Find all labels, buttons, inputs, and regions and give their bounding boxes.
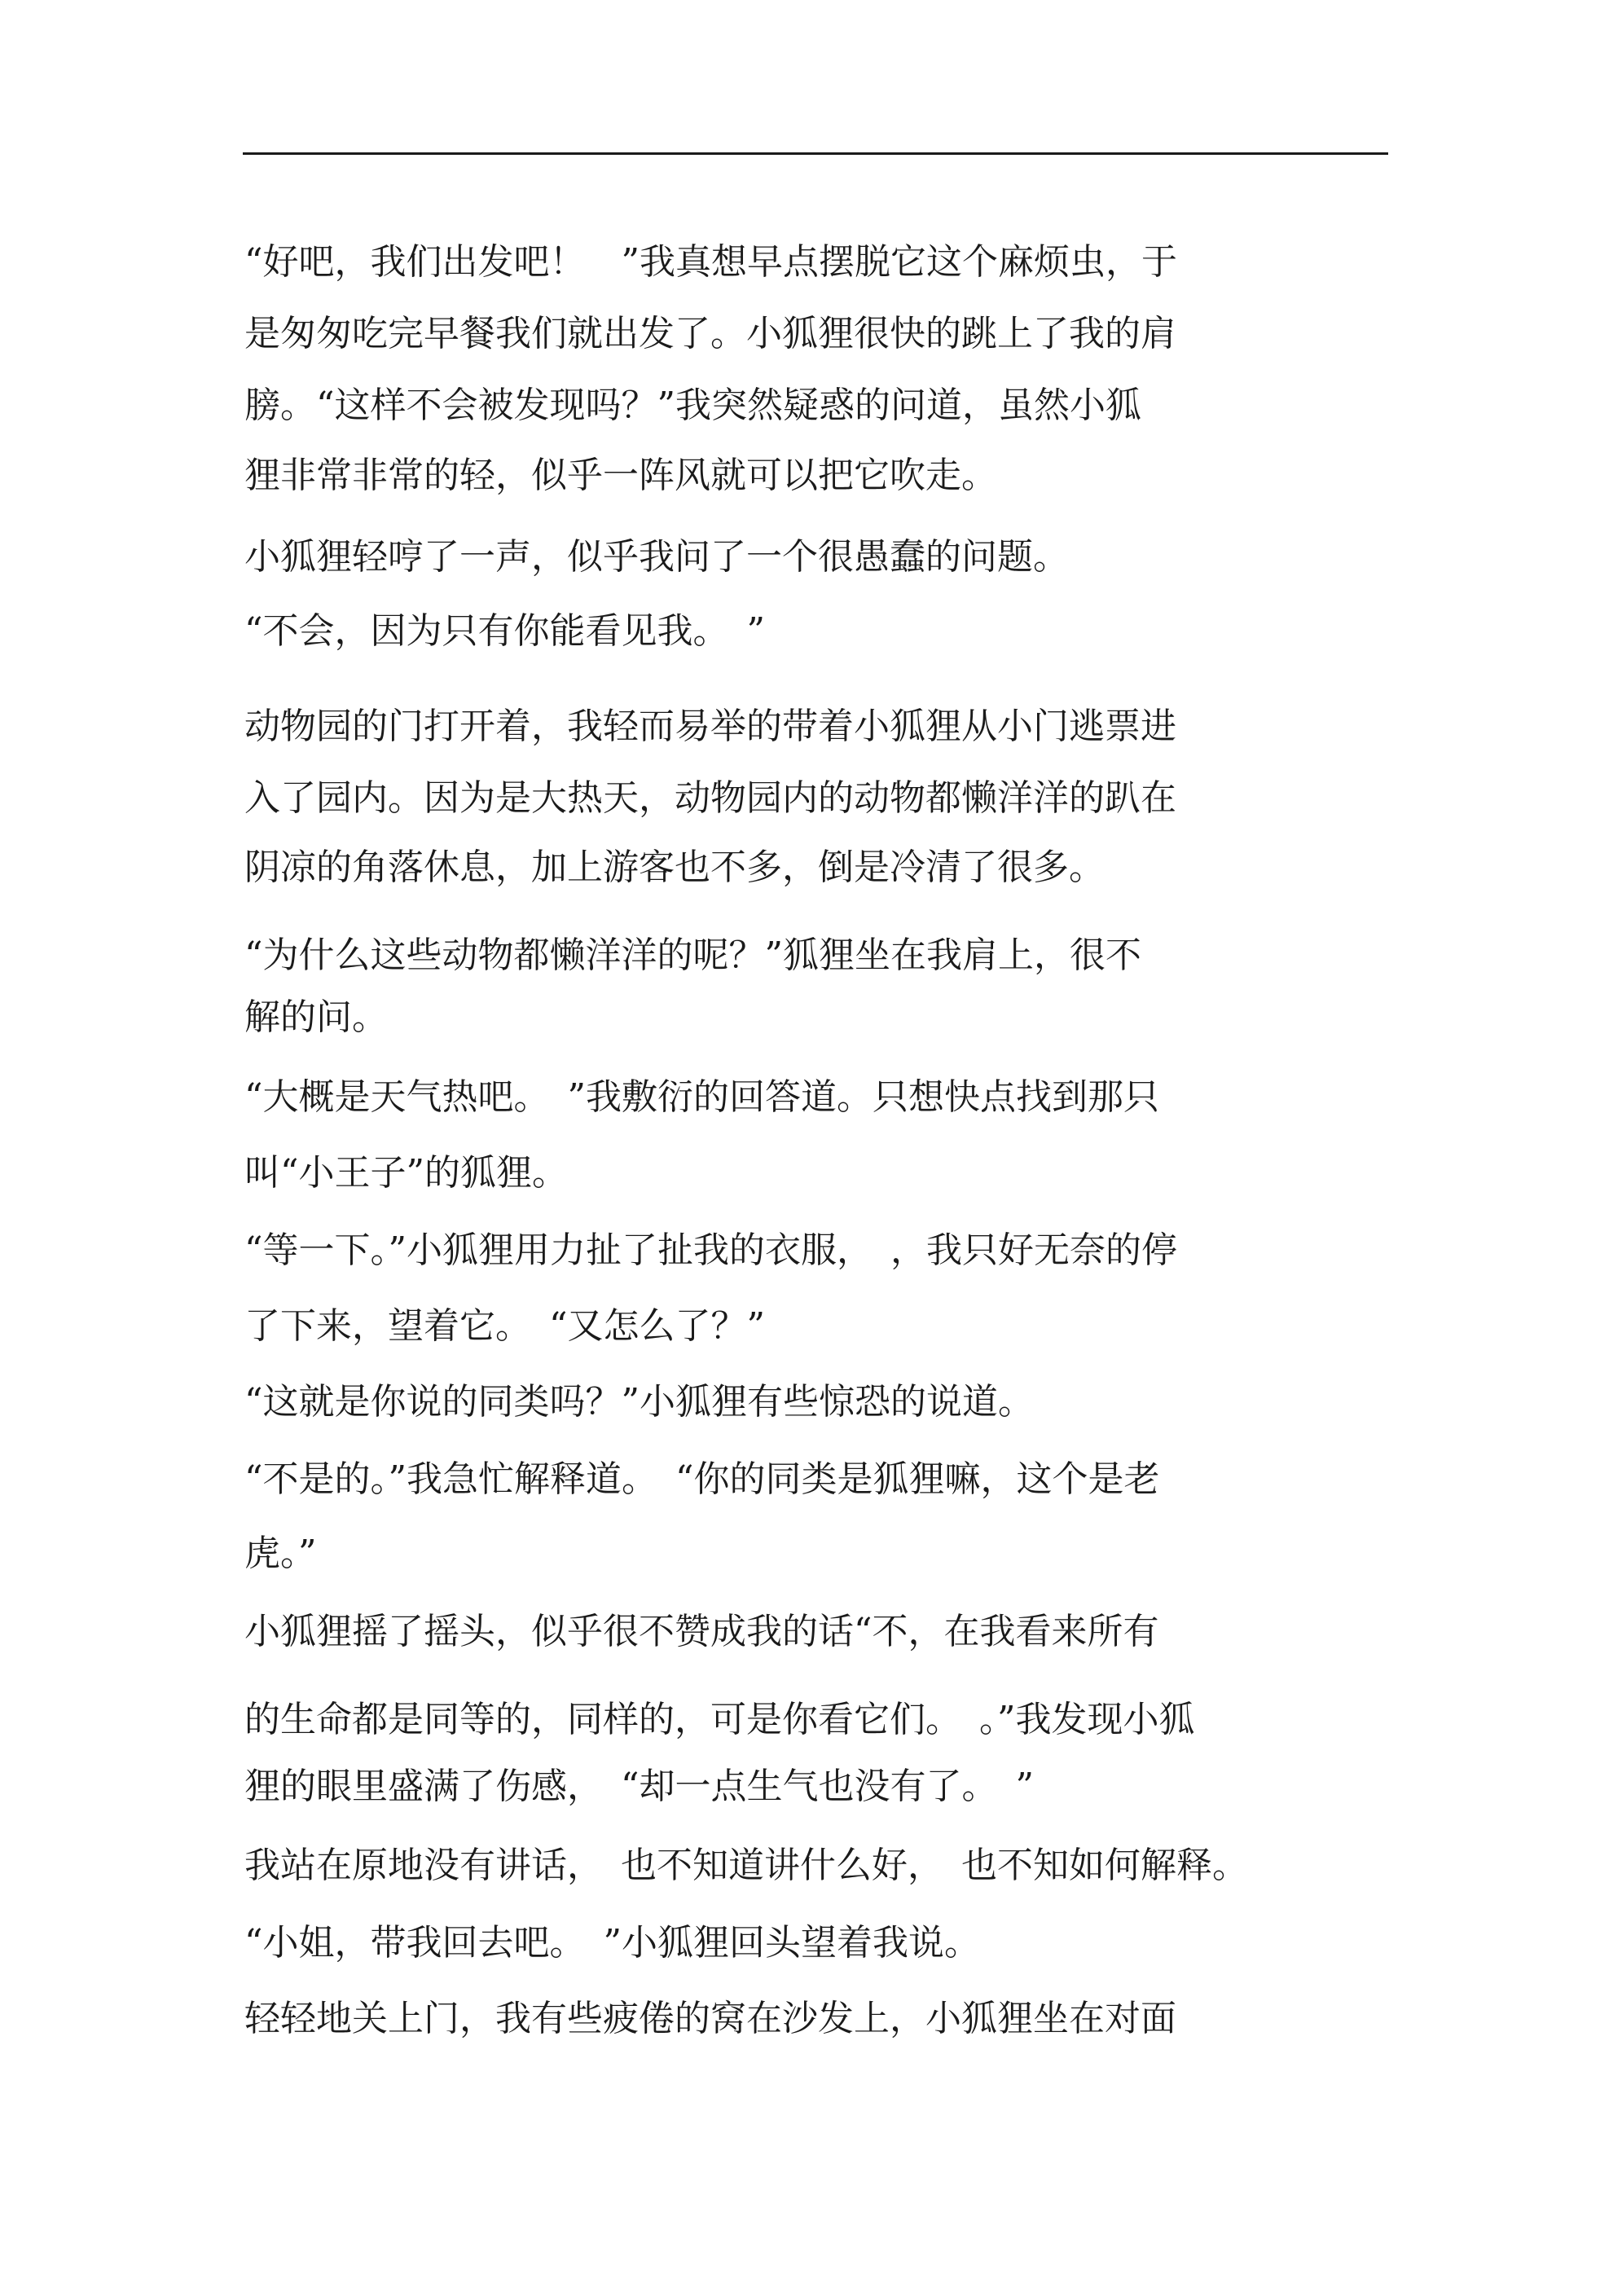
text-line: “不会，因为只有你能看见我。 ”: [244, 610, 765, 652]
text-line: 狸非常非常的轻，似乎一阵风就可以把它吹走。: [244, 455, 997, 496]
header-rule: [243, 152, 1388, 155]
text-line: 轻轻地关上门，我有些疲倦的窝在沙发上，小狐狸坐在对面: [244, 1998, 1176, 2039]
text-line: “不是的。”我急忙解释道。 “你的同类是狐狸嘛，这个是老: [244, 1458, 1160, 1500]
text-line: “好吧，我们出发吧！ ”我真想早点摆脱它这个麻烦虫，于: [244, 241, 1177, 283]
text-line: 解的问。: [244, 996, 388, 1038]
text-line: 膀。“这样不会被发现吗？”我突然疑惑的问道，虽然小狐: [244, 385, 1141, 426]
text-line: 小狐狸摇了摇头，似乎很不赞成我的话“不，在我看来所有: [244, 1611, 1159, 1652]
text-line: 小狐狸轻哼了一声，似乎我问了一个很愚蠢的问题。: [244, 536, 1069, 578]
text-line: “这就是你说的同类吗？”小狐狸有些惊恐的说道。: [244, 1381, 1034, 1423]
text-line: 的生命都是同等的，同样的，可是你看它们。 。”我发现小狐: [244, 1699, 1195, 1740]
text-line: “为什么这些动物都懒洋洋的呢？”狐狸坐在我肩上，很不: [244, 935, 1141, 976]
text-line: 阴凉的角落休息，加上游客也不多，倒是冷清了很多。: [244, 847, 1105, 888]
text-line: 狸的眼里盛满了伤感， “却一点生气也没有了。 ”: [244, 1766, 1034, 1807]
text-line: 是匆匆吃完早餐我们就出发了。小狐狸很快的跳上了我的肩: [244, 313, 1176, 354]
text-line: “小姐，带我回去吧。 ”小狐狸回头望着我说。: [244, 1922, 980, 1964]
text-line: 我站在原地没有讲话， 也不知道讲什么好， 也不知如何解释。: [244, 1845, 1248, 1886]
text-line: 动物园的门打开着，我轻而易举的带着小狐狸从小门逃票进: [244, 706, 1176, 747]
text-line: 虎。”: [244, 1533, 317, 1574]
text-line: 入了园内。因为是大热天，动物园内的动物都懒洋洋的趴在: [244, 777, 1176, 819]
text-line: 叫“小王子”的狐狸。: [244, 1152, 568, 1194]
text-line: 了下来，望着它。 “又怎么了？”: [244, 1305, 765, 1347]
text-line: “大概是天气热吧。 ”我敷衍的回答道。只想快点找到那只: [244, 1076, 1159, 1118]
text-line: “等一下。”小狐狸用力扯了扯我的衣服， ，我只好无奈的停: [244, 1229, 1177, 1271]
